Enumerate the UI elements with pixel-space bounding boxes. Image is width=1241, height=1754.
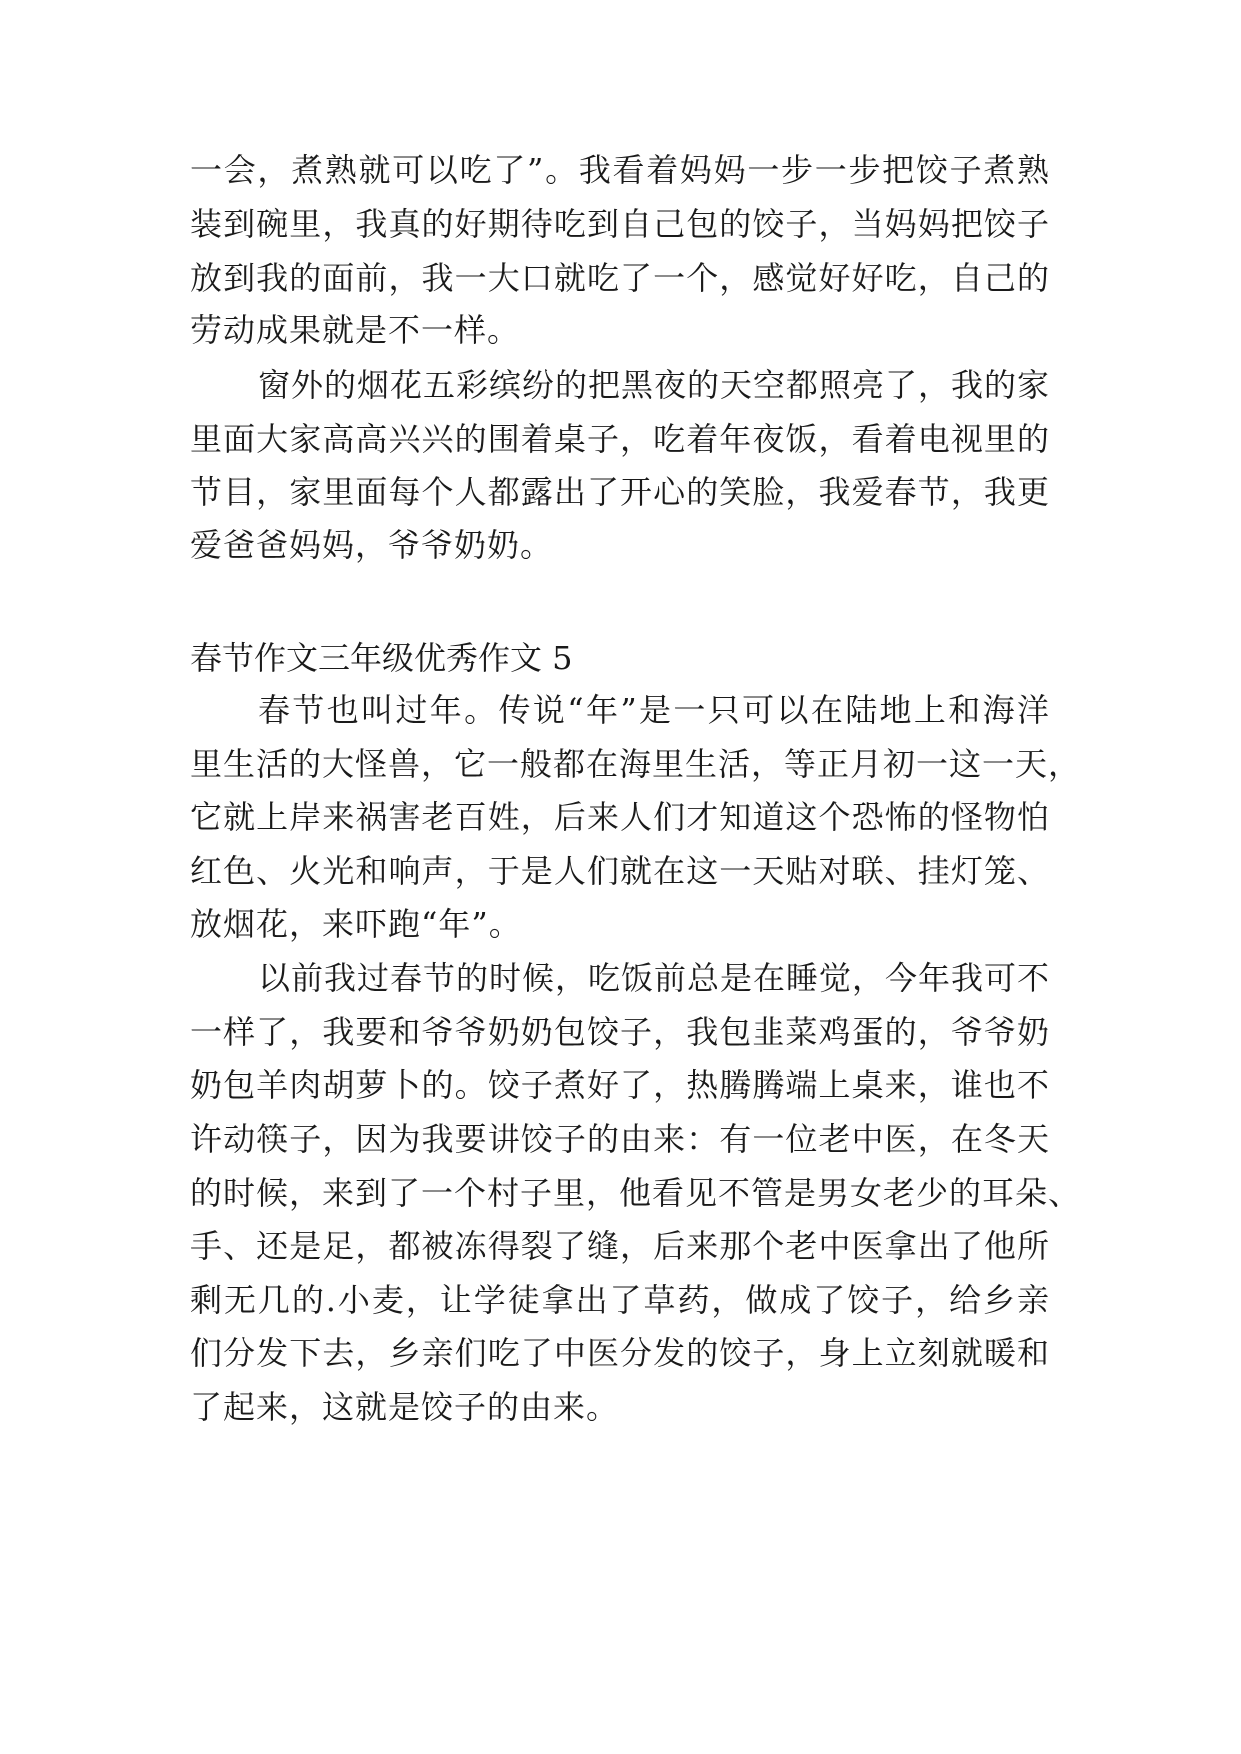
text-line: 一会，煮熟就可以吃了”。我看着妈妈一步一步把饺子煮熟 (190, 151, 1050, 189)
text-line: 劳动成果就是不一样。 (190, 311, 521, 349)
text-line: 它就上岸来祸害老百姓，后来人们才知道这个恐怖的怪物怕 (190, 798, 1050, 836)
text-line: 爱爸爸妈妈，爷爷奶奶。 (190, 526, 554, 564)
text-line: 放烟花，来吓跑“年”。 (190, 905, 522, 943)
text-line: 的时候，来到了一个村子里，他看见不管是男女老少的耳朵、 (190, 1174, 1082, 1212)
text-line: 手、还是足，都被冻得裂了缝，后来那个老中医拿出了他所 (190, 1227, 1050, 1265)
text-line: 一样了，我要和爷爷奶奶包饺子，我包韭菜鸡蛋的，爷爷奶 (190, 1013, 1050, 1051)
text-line: 里面大家高高兴兴的围着桌子，吃着年夜饭，看着电视里的 (190, 420, 1050, 458)
text-line: 春节也叫过年。传说“年”是一只可以在陆地上和海洋 (258, 691, 1050, 729)
text-line: 红色、火光和响声，于是人们就在这一天贴对联、挂灯笼、 (190, 852, 1050, 890)
text-line: 放到我的面前，我一大口就吃了一个，感觉好好吃，自己的 (190, 259, 1050, 297)
text-line: 剩无几的.小麦，让学徒拿出了草药，做成了饺子，给乡亲 (190, 1281, 1050, 1319)
text-line: 许动筷子，因为我要讲饺子的由来：有一位老中医，在冬天 (190, 1120, 1050, 1158)
text-line: 以前我过春节的时候，吃饭前总是在睡觉，今年我可不 (258, 959, 1051, 997)
text-line: 们分发下去，乡亲们吃了中医分发的饺子，身上立刻就暖和 (190, 1334, 1050, 1372)
text-line: 奶包羊肉胡萝卜的。饺子煮好了，热腾腾端上桌来，谁也不 (190, 1066, 1050, 1104)
text-line: 节目，家里面每个人都露出了开心的笑脸，我爱春节，我更 (190, 473, 1050, 511)
text-line: 里生活的大怪兽，它一般都在海里生活，等正月初一这一天， (190, 745, 1082, 783)
text-line: 窗外的烟花五彩缤纷的把黑夜的天空都照亮了，我的家 (258, 366, 1051, 404)
text-line: 装到碗里，我真的好期待吃到自己包的饺子，当妈妈把饺子 (190, 205, 1050, 243)
text-line: 了起来，这就是饺子的由来。 (190, 1388, 620, 1426)
section-title: 春节作文三年级优秀作文 5 (190, 639, 573, 677)
